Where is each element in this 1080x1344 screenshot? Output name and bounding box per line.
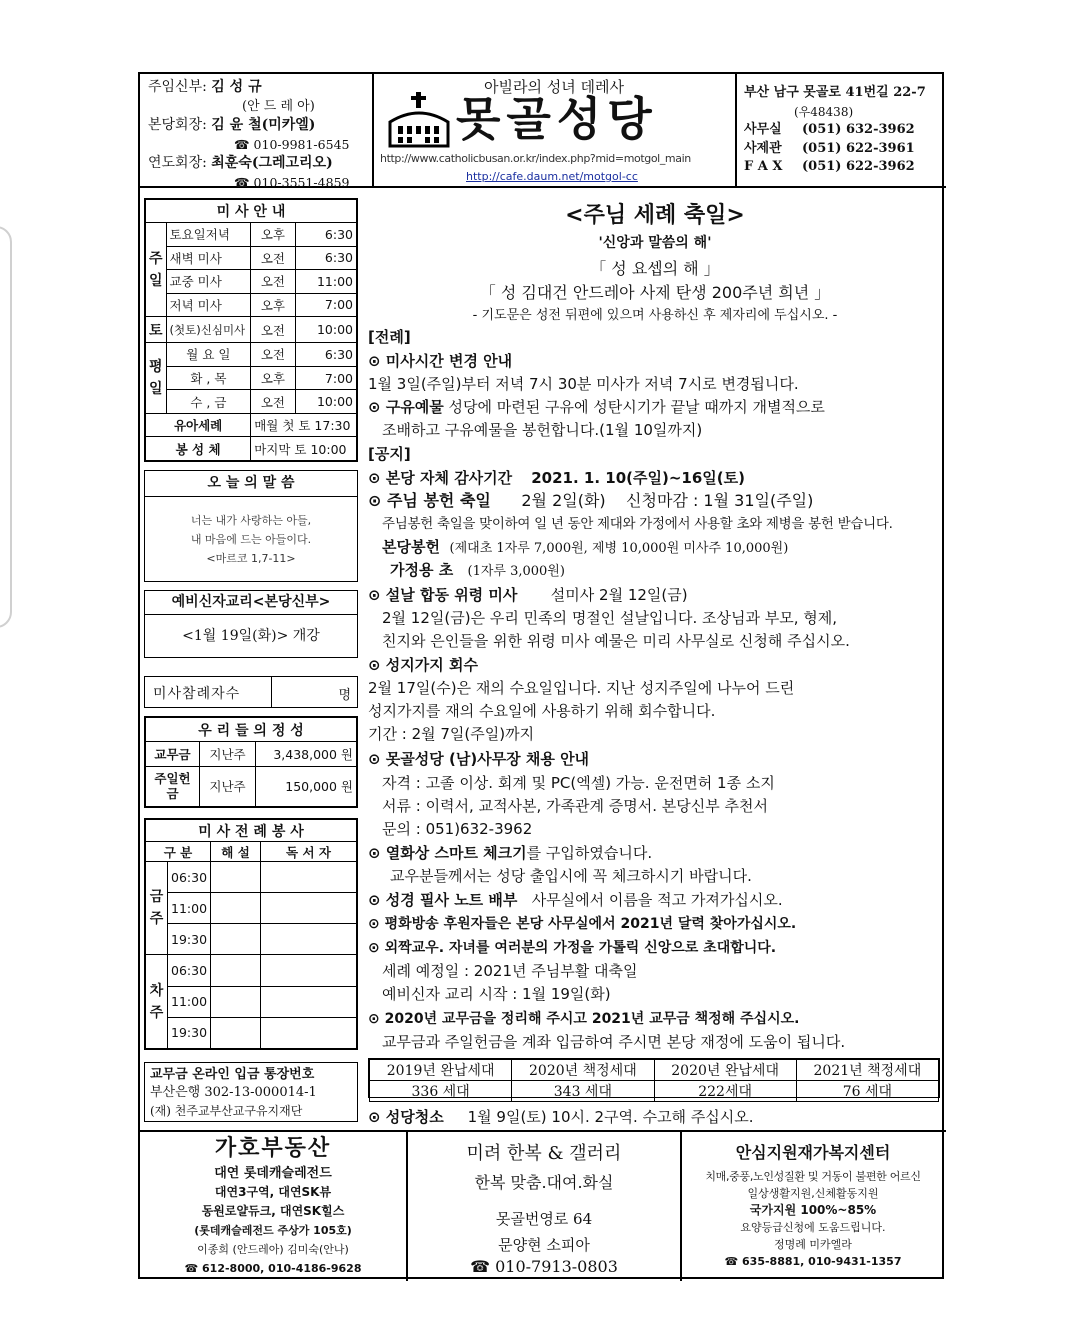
infant-baptism-label: 유아세례 [146, 413, 251, 437]
main-title: <주님 세례 축일> [565, 203, 745, 228]
jubilee: 「 성 김대건 안드레아 사제 탄생 200주년 희년 」 [479, 283, 831, 302]
ad1-line: 대연3구역, 대연SK뷰 [214, 1185, 332, 1199]
mass-ampm: 오전 [251, 390, 295, 414]
parish-offer-text: (제대초 1자루 7,000원, 제병 10,000원 미사주 10,000원) [449, 541, 789, 556]
postal-code: (우48438) [794, 104, 854, 119]
servers-header: 독 서 자 [261, 842, 357, 862]
offering-name: 주일헌금 [146, 766, 200, 806]
infant-baptism-value: 매월 첫 토 17:30 [251, 413, 357, 437]
ad1-line: 동원로얄듀크, 대연SK힐스 [201, 1204, 345, 1218]
bible-text: 사무실에서 이름을 적고 가져가십시오. [531, 891, 783, 909]
mass-time: 6:30 [295, 223, 356, 247]
dues-head: 2019년 완납세대 [370, 1060, 512, 1081]
hire-text: 서류 : 이력서, 교적사본, 가족관계 증명서. 본당신부 추천서 [382, 797, 769, 815]
bank-owner: (재) 천주교부산교구유지재단 [150, 1104, 303, 1118]
palm-period: 기간 : 2월 7일(주일)까지 [368, 725, 535, 743]
clean-title: ⊙ 성당청소 [368, 1108, 444, 1126]
lunar-text: 친지와 은인들을 위한 위령 미사 예물은 미리 사무실로 신청해 주십시오. [382, 632, 850, 650]
servers-box [144, 818, 358, 1050]
yeondo-label: 연도회장: [148, 155, 207, 171]
ad-welfare [682, 1138, 944, 1270]
pastor-label: 주임신부: [148, 79, 207, 95]
thanks-date: 2021. 1. 10(주일)~16일(토) [531, 469, 745, 487]
cold-text: 세례 예정일 : 2021년 주님부활 대축일 [382, 962, 638, 980]
today-word-line1: 너는 내가 사랑하는 아들, [190, 514, 312, 527]
catechism-title: 예비신자교리<본당신부> [145, 591, 357, 615]
ad3-line: 일상생활지원,신체활동지원 [747, 1187, 879, 1200]
dues-head: 2021년 책정세대 [796, 1060, 938, 1081]
next-week-label: 차주 [146, 955, 168, 1049]
rectory-label: 사제관 [744, 140, 782, 156]
server-time: 06:30 [168, 955, 211, 986]
today-word-line2: 내 마음에 드는 아들이다. [190, 533, 312, 546]
dues-value: 76 세대 [796, 1081, 938, 1102]
server-time: 19:30 [168, 924, 211, 955]
mass-name: 수 , 금 [166, 390, 251, 414]
mass-time: 6:30 [295, 246, 356, 270]
parish-offer-label: 본당봉헌 [382, 538, 440, 556]
yeondo-name: 최훈숙(그레고리오) [211, 155, 333, 171]
office-label: 사무실 [744, 122, 782, 137]
today-word-title: 오 늘 의 말 씀 [145, 471, 357, 497]
mass-time: 7:00 [295, 293, 356, 317]
server-time: 19:30 [168, 1017, 211, 1048]
cafe-link[interactable]: http://cafe.daum.net/motgol-cc [466, 170, 638, 183]
liturgy-heading: [전례] [368, 328, 411, 346]
mass-name: 토요일저녁 [166, 223, 251, 247]
pastor-name: 김 성 규 [211, 79, 262, 95]
hire-contact: 문의 : 051)632-3962 [382, 820, 533, 838]
ad1-line: 대연 롯데캐슬레전드 [214, 1166, 332, 1181]
dues-value: 343 세대 [512, 1081, 654, 1102]
ad3-line: 요양등급신청에 도움드립니다. [740, 1221, 886, 1234]
notice-heading: [공지] [368, 445, 411, 463]
attendance-box [144, 676, 358, 708]
ad1-phone: ☎ 612-8000, 010-4186-9628 [184, 1262, 362, 1275]
offering-amount: 3,438,000 원 [256, 742, 357, 767]
weekday-label: 평일 [146, 343, 167, 414]
clean-text: 1월 9일(토) 10시. 2구역. 수고해 주십시오. [467, 1108, 754, 1126]
patron-saint: 아빌라의 성녀 데레사 [484, 78, 624, 96]
saturday-label: 토 [146, 317, 167, 343]
ad3-line: 치매,중풍,노인성질환 및 거동이 불편한 어르신 [705, 1170, 921, 1183]
fax-label: F A X [744, 159, 783, 174]
contact-info [744, 84, 944, 177]
offering-period: 지난주 [200, 766, 256, 806]
presentation-title: ⊙ 주님 봉헌 축일 [368, 491, 491, 510]
mass-ampm: 오전 [251, 270, 295, 294]
presentation-date: 2월 2일(화) [521, 491, 606, 510]
offering-period: 지난주 [200, 742, 256, 767]
ad3-title: 안심지원재가복지센터 [735, 1143, 891, 1162]
server-time: 11:00 [168, 893, 211, 924]
council-label: 본당회장: [148, 117, 207, 133]
prayer-note: - 기도문은 성전 뒤편에 있으며 사용하신 후 제자리에 두십시오. - [472, 308, 838, 323]
council-phone: ☎ 010-9981-6545 [234, 137, 350, 152]
ad1-title: 가호부동산 [214, 1136, 332, 1161]
mass-schedule [144, 198, 358, 462]
mass-title: 미 사 안 내 [146, 200, 357, 223]
ad3-line: 정명례 미카엘라 [774, 1238, 852, 1251]
presentation-text: 주님봉헌 축일을 맞이하여 일 년 동안 제대와 가정에서 사용할 초와 제병을 봉헌 받습니다. [382, 516, 893, 532]
attendance-unit: 명 [338, 688, 351, 703]
mass-name: (첫토)신심미사 [166, 317, 251, 343]
address: 부산 남구 못골로 41번길 22-7 [744, 85, 926, 100]
bank-account: 부산은행 302-13-000014-1 [150, 1085, 317, 1100]
parish-name: 못골성당 [456, 92, 658, 146]
crib-title: ⊙ 구유예물 [368, 398, 444, 416]
home-candle-text: (1자루 3,000원) [467, 564, 565, 579]
thermo-text: 를 구입하였습니다. [526, 844, 653, 862]
ad2-title: 미려 한복 & 갤러리 [466, 1143, 622, 1164]
mass-name: 월 요 일 [166, 343, 251, 367]
home-candle-label: 가정용 초 [390, 561, 454, 579]
joseph-year: 「 성 요셉의 해 」 [590, 259, 720, 278]
palm-text: 2월 17일(수)은 재의 수요일입니다. 지난 성지주일에 나누어 드린 [368, 679, 795, 697]
hire-text: 자격 : 고졸 이상. 회계 및 PC(엑셀) 가능. 운전면허 1종 소지 [382, 774, 775, 792]
palm-text: 성지가지를 재의 수요일에 사용하기 위해 회수합니다. [368, 702, 716, 720]
thermo-text: 교우분들께서는 성당 출입시에 꼭 체크하시기 바랍니다. [390, 867, 752, 885]
office-phone: (051) 632-3962 [802, 122, 915, 137]
server-time: 06:30 [168, 862, 211, 893]
lunar-text: 2월 12일(금)은 우리 민족의 명절인 설날입니다. 조상님과 부모, 형제, [382, 609, 838, 627]
mass-name: 새벽 미사 [166, 246, 251, 270]
offering-amount: 150,000 원 [256, 766, 357, 806]
scroll-edge [0, 226, 12, 628]
year-theme: '신앙과 말씀의 해' [598, 235, 712, 251]
dues-head: 2020년 책정세대 [512, 1060, 654, 1081]
website-link[interactable]: http://www.catholicbusan.or.kr/index.php?mid=motgol_main [380, 152, 691, 165]
servers-header: 해 설 [211, 842, 261, 862]
pbc-notice: ⊙ 평화방송 후원자들은 본당 사무실에서 2021년 달력 찾아가십시오. [368, 916, 797, 932]
bank-title: 교무금 온라인 입금 통장번호 [150, 1067, 315, 1082]
ad2-phone: ☎ 010-7913-0803 [470, 1257, 618, 1276]
hire-title: ⊙ 못골성당 (남)사무장 채용 안내 [368, 750, 590, 768]
mass-ampm: 오전 [251, 246, 295, 270]
council-name: 김 윤 철(미카엘) [211, 117, 316, 133]
catechism-value: <1월 19일(화)> 개강 [182, 628, 320, 644]
mass-name: 화 , 목 [166, 366, 251, 390]
sunday-label: 주일 [146, 223, 167, 317]
pastor-baptismal: (안 드 레 아) [242, 99, 315, 114]
dues-head: 2020년 완납세대 [654, 1060, 796, 1081]
ad1-line: (롯데캐슬레전드 주상가 105호) [194, 1224, 352, 1237]
dues-text: 교무금과 주일헌금을 계좌 입금하여 주시면 본당 재정에 도움이 됩니다. [382, 1033, 846, 1051]
mass-change-text: 1월 3일(주일)부터 저녁 7시 30분 미사가 저녁 7시로 변경됩니다. [368, 375, 799, 393]
mass-time: 10:00 [295, 317, 356, 343]
servers-header: 구 분 [146, 842, 211, 862]
offerings-box [144, 716, 358, 808]
dues-value: 336 세대 [370, 1081, 512, 1102]
lunar-title: ⊙ 설날 합동 위령 미사 [368, 586, 518, 604]
main-content [366, 188, 944, 1138]
catechism-box [144, 590, 358, 658]
mass-time: 6:30 [295, 343, 356, 367]
this-week-label: 금주 [146, 862, 168, 955]
mass-ampm: 오후 [251, 366, 295, 390]
fax-phone: (051) 622-3962 [802, 159, 915, 174]
dues-table [368, 1058, 940, 1098]
church-logo-icon [384, 90, 454, 148]
ad-hanbok [408, 1138, 680, 1276]
mass-name: 교중 미사 [166, 270, 251, 294]
today-word-ref: <마르코 1,7-11> [206, 552, 296, 565]
ad2-line: 한복 맞춤.대여.화실 [474, 1173, 614, 1192]
bible-title: ⊙ 성경 필사 노트 배부 [368, 891, 518, 909]
mass-time: 11:00 [295, 270, 356, 294]
communion-value: 마지막 토 10:00 [251, 437, 357, 461]
ad2-line: 문양현 소피아 [498, 1236, 590, 1254]
attendance-label: 미사참례자수 [153, 686, 241, 702]
bulletin-page [138, 72, 944, 1279]
ad1-line: 이종희 (안드레아) 김미숙(안나) [197, 1243, 349, 1256]
staff-info [148, 78, 370, 192]
thermo-title: ⊙ 열화상 스마트 체크기 [368, 844, 527, 862]
mass-ampm: 오전 [251, 317, 295, 343]
today-word-box [144, 470, 358, 582]
offerings-title: 우 리 들 의 정 성 [146, 718, 357, 742]
offering-name: 교무금 [146, 742, 200, 767]
lunar-date: 설미사 2월 12일(금) [550, 586, 688, 604]
ad2-line: 못골번영로 64 [495, 1210, 593, 1228]
dues-value: 222세대 [654, 1081, 796, 1102]
ad-realestate [140, 1134, 406, 1278]
mass-time: 7:00 [295, 366, 356, 390]
mass-change-title: ⊙ 미사시간 변경 안내 [368, 352, 513, 370]
servers-title: 미 사 전 례 봉 사 [146, 820, 357, 842]
ad3-line: 국가지원 100%~85% [749, 1203, 877, 1217]
cold-title: ⊙ 외짝교우. 자녀를 여러분의 가정을 가톨릭 신앙으로 초대합니다. [368, 940, 777, 956]
dues-title: ⊙ 2020년 교무금을 정리해 주시고 2021년 교무금 책정해 주십시오. [368, 1011, 800, 1027]
cold-text: 예비신자 교리 시작 : 1월 19일(화) [382, 985, 611, 1003]
thanks-title: ⊙ 본당 자체 감사기간 [368, 469, 513, 487]
mass-ampm: 오후 [251, 293, 295, 317]
communion-label: 봉 성 체 [146, 437, 251, 461]
server-time: 11:00 [168, 986, 211, 1017]
mass-ampm: 오전 [251, 343, 295, 367]
crib-text: 성당에 마련된 구유에 성탄시기가 끝날 때까지 개별적으로 [448, 398, 825, 416]
palm-title: ⊙ 성지가지 회수 [368, 656, 478, 674]
yeondo-phone: ☎ 010-3551-4859 [234, 175, 350, 190]
presentation-deadline: 신청마감 : 1월 31일(주일) [626, 491, 814, 510]
crib-text: 조배하고 구유예물을 봉헌합니다.(1월 10일까지) [382, 421, 703, 439]
mass-time: 10:00 [295, 390, 356, 414]
rectory-phone: (051) 622-3961 [802, 140, 915, 156]
mass-ampm: 오후 [251, 223, 295, 247]
ad3-phone: ☎ 635-8881, 010-9431-1357 [724, 1255, 902, 1268]
mass-name: 저녁 미사 [166, 293, 251, 317]
bank-box [144, 1062, 358, 1122]
